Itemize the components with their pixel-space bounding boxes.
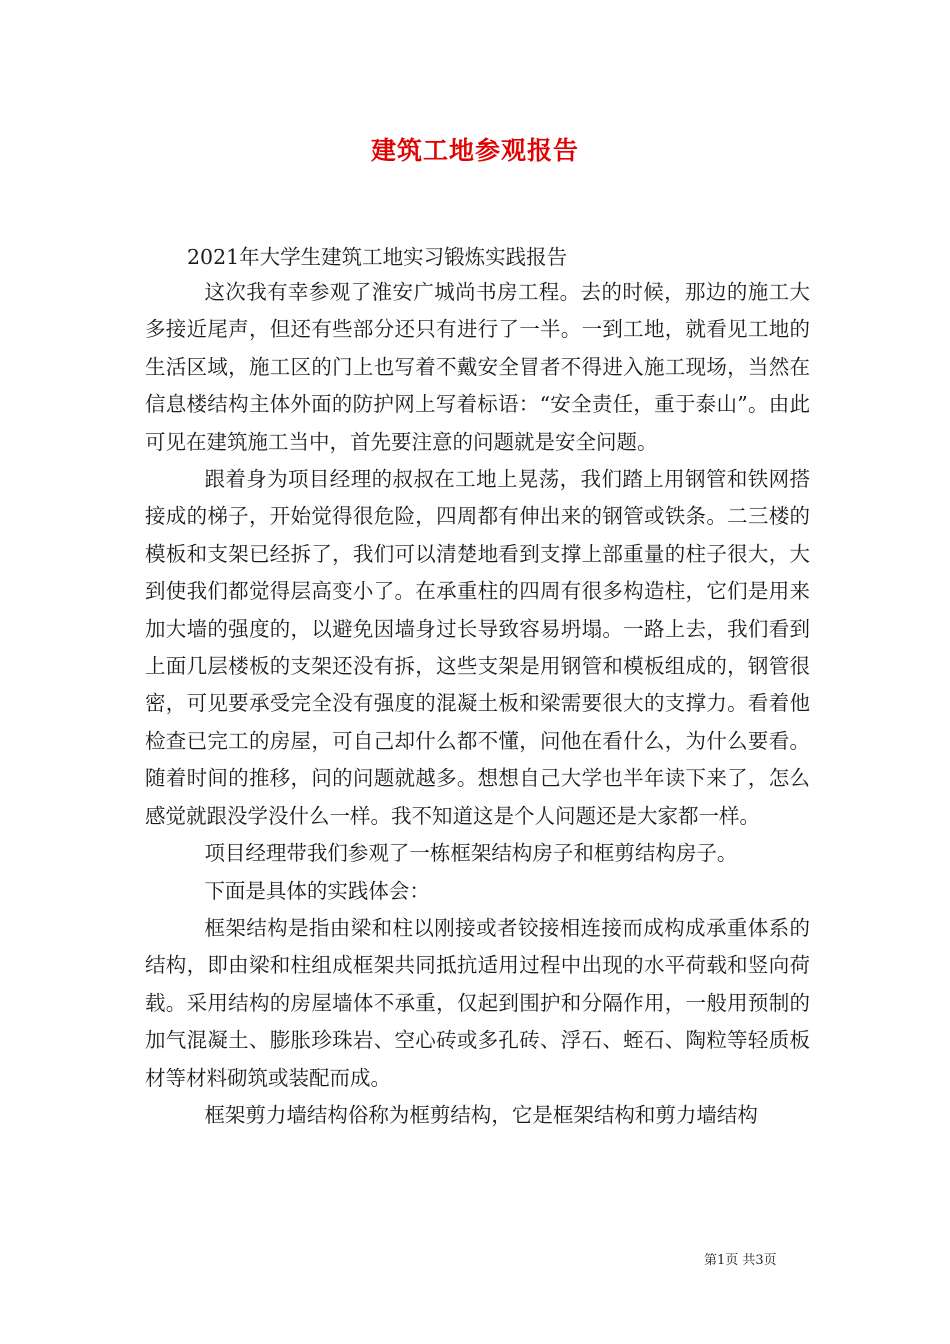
paragraph: 项目经理带我们参观了一栋框架结构房子和框剪结构房子。: [204, 841, 738, 866]
document-body: [145, 274, 810, 1134]
paragraph: 这次我有幸参观了淮安广城尚书房工程。去的时候，那边的施工大多接近尾声，但还有些部分还只有进行了一半。一到工地，就看见工地的生活区域，施工区的门上也写着不戴安全冒者不得进入施工现场，当然在信息楼结构主体外面的防护网上写着标语：“安全责任，重于泰山”。由此可见在建筑施工当中，首先要注意的问题就是安全问题。: [145, 280, 810, 454]
paragraph: 框架结构是指由梁和柱以刚接或者铰接相连接而成构成承重体系的结构，即由梁和柱组成框架共同抵抗适用过程中出现的水平荷载和竖向荷载。采用结构的房屋墙体不承重，仅起到围护和分隔作用，一般用预制的加气混凝土、膨胀珍珠岩、空心砖或多孔砖、浮石、蛭石、陶粒等轻质板材等材料砌筑或装配而成。: [145, 915, 810, 1090]
paragraph: 下面是具体的实践体会：: [204, 878, 430, 903]
paragraph: 跟着身为项目经理的叔叔在工地上晃荡，我们踏上用钢管和铁网搭接成的梯子，开始觉得很危险，四周都有伸出来的钢管或铁条。二三楼的模板和支架已经拆了，我们可以清楚地看到支撑上部重量的柱子很大，大到使我们都觉得层高变小了。在承重柱的四周有很多构造柱，它们是用来加大墙的强度的，以避免因墙身过长导致容易坍塌。一路上去，我们看到上面几层楼板的支架还没有拆，这些支架是用钢管和模板组成的，钢管很密，可见要承受完全没有强度的混凝土板和梁需要很大的支撑力。看着他检查已完工的房屋，可自己却什么都不懂，问他在看什么，为什么要看。随着时间的推移，问的问题就越多。想想自己大学也半年读下来了，怎么感觉就跟没学没什么一样。我不知道这是个人问题还是大家都一样。: [145, 467, 810, 828]
document-subtitle: 2021年大学生建筑工地实习锻炼实践报告: [187, 245, 568, 269]
page-number-footer: 第1页 共3页: [704, 1253, 777, 1268]
paragraph: 框架剪力墙结构俗称为框剪结构，它是框架结构和剪力墙结构: [204, 1102, 758, 1127]
document-title: 建筑工地参观报告: [370, 136, 579, 165]
